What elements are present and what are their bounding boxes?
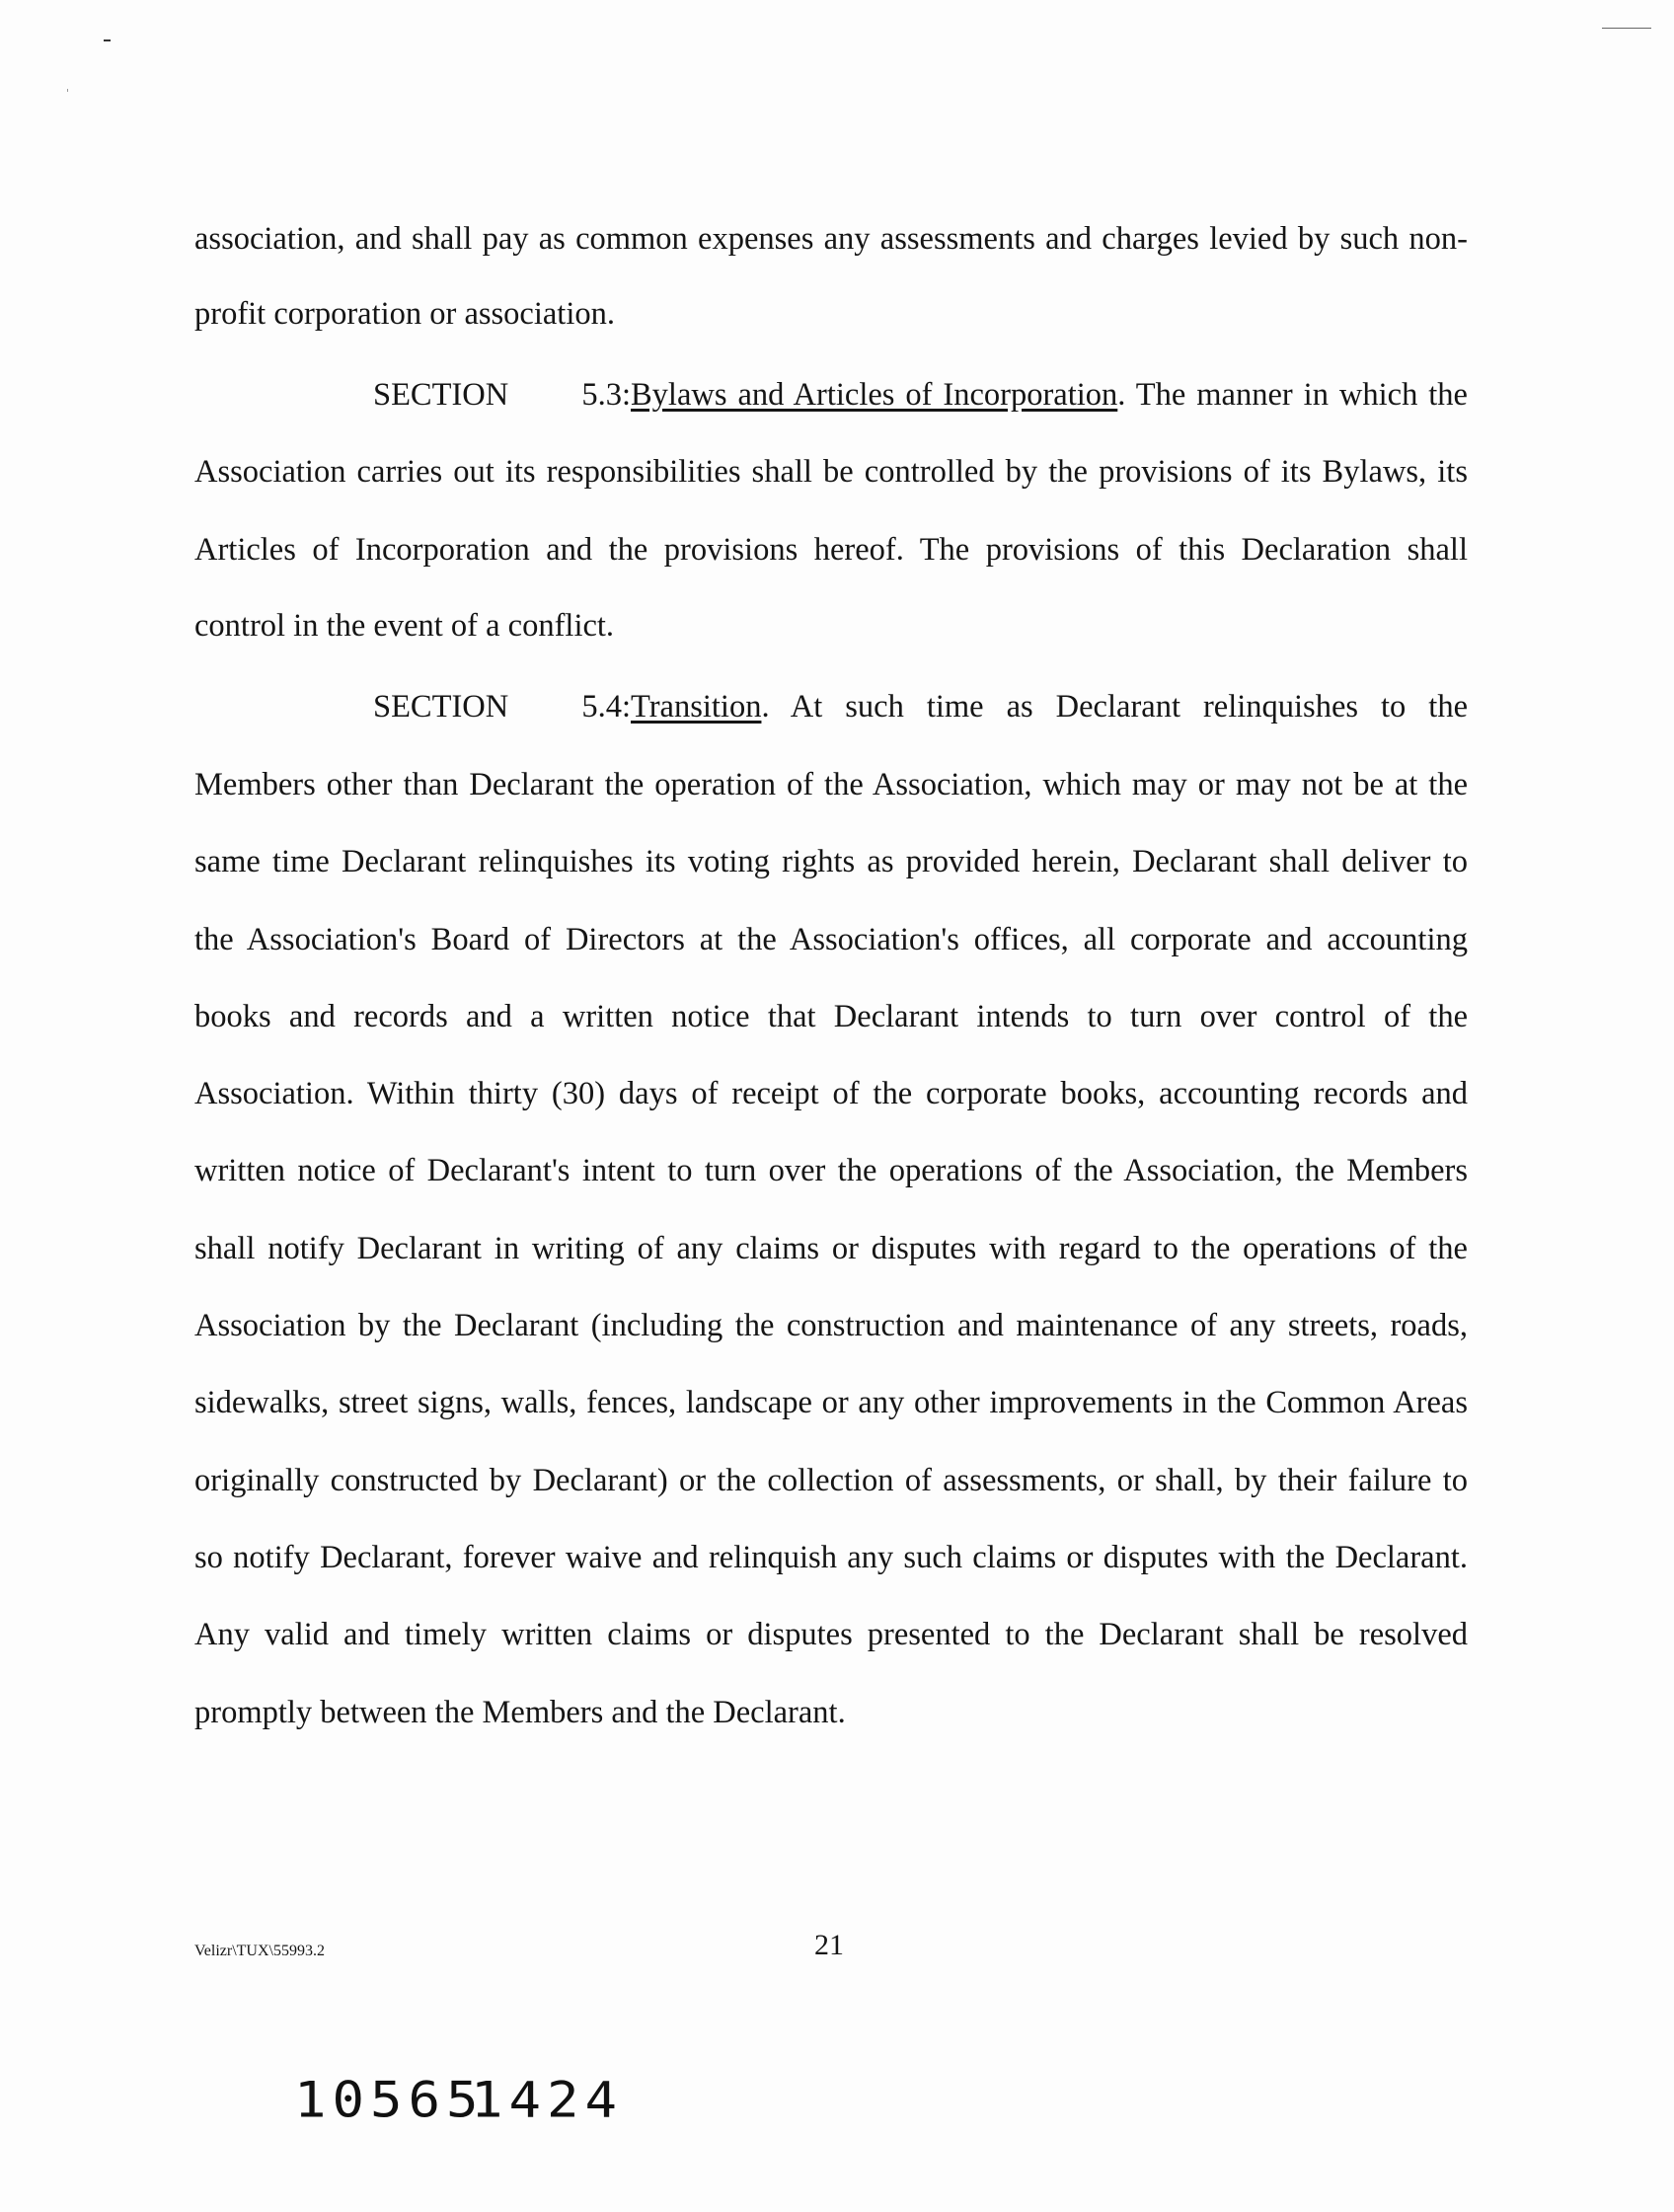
body-line: control in the event of a conflict. — [194, 608, 615, 644]
section-5-3-heading-line — [373, 375, 1468, 415]
body-line: Association. Within thirty (30) days of receipt of the corporate books, accounting records and — [194, 1076, 1468, 1111]
body-line: association, and shall pay as common expenses any assessments and charges levied by such non- — [194, 221, 1468, 257]
section-number: SECTION 5.4: — [373, 689, 631, 725]
file-reference: Velizr\TUX\55993.2 — [194, 1943, 325, 1959]
body-line: Association by the Declarant (including the construction and maintenance of any streets, roads, — [194, 1308, 1468, 1343]
section-first-line-text: . At such time as Declarant relinquishes to the — [761, 689, 1468, 725]
body-line: the Association's Board of Directors at the Association's offices, all corporate and accounting — [194, 922, 1468, 957]
body-line: books and records and a written notice that Declarant intends to turn over control of the — [194, 999, 1468, 1034]
body-line: Association carries out its responsibilities shall be controlled by the provisions of its Bylaws, its — [194, 454, 1468, 490]
section-first-line-text: . The manner in which the — [1117, 377, 1468, 413]
scan-mark — [104, 39, 111, 41]
section-5-4-heading-line — [373, 687, 1468, 726]
section-title: Transition — [631, 689, 762, 725]
body-line: written notice of Declarant's intent to turn over the operations of the Association, the Members — [194, 1153, 1468, 1188]
page-number: 21 — [814, 1929, 844, 1961]
section-number: SECTION 5.3: — [373, 377, 631, 413]
body-line: Members other than Declarant the operation of the Association, which may or may not be at the — [194, 767, 1468, 802]
body-line: originally constructed by Declarant) or the collection of assessments, or shall, by their failure to — [194, 1463, 1468, 1498]
body-line: Any valid and timely written claims or disputes presented to the Declarant shall be resolved — [194, 1617, 1468, 1652]
scan-mark — [1602, 28, 1651, 29]
body-line: promptly between the Members and the Declarant. — [194, 1695, 846, 1730]
body-line: sidewalks, street signs, walls, fences, landscape or any other improvements in the Common Areas — [194, 1385, 1468, 1420]
section-title: Bylaws and Articles of Incorporation — [631, 377, 1118, 413]
recording-book-number: 10565 — [294, 2071, 485, 2129]
body-line: so notify Declarant, forever waive and relinquish any such claims or disputes with the Declarant. — [194, 1540, 1468, 1575]
body-line: shall notify Declarant in writing of any claims or disputes with regard to the operations of the — [194, 1231, 1468, 1266]
body-line: same time Declarant relinquishes its voting rights as provided herein, Declarant shall deliver to — [194, 844, 1468, 879]
scan-mark — [67, 89, 68, 92]
recording-page-number: 1424 — [471, 2071, 624, 2129]
body-line: profit corporation or association. — [194, 296, 615, 332]
body-line: Articles of Incorporation and the provisions hereof. The provisions of this Declaration shall — [194, 532, 1468, 568]
